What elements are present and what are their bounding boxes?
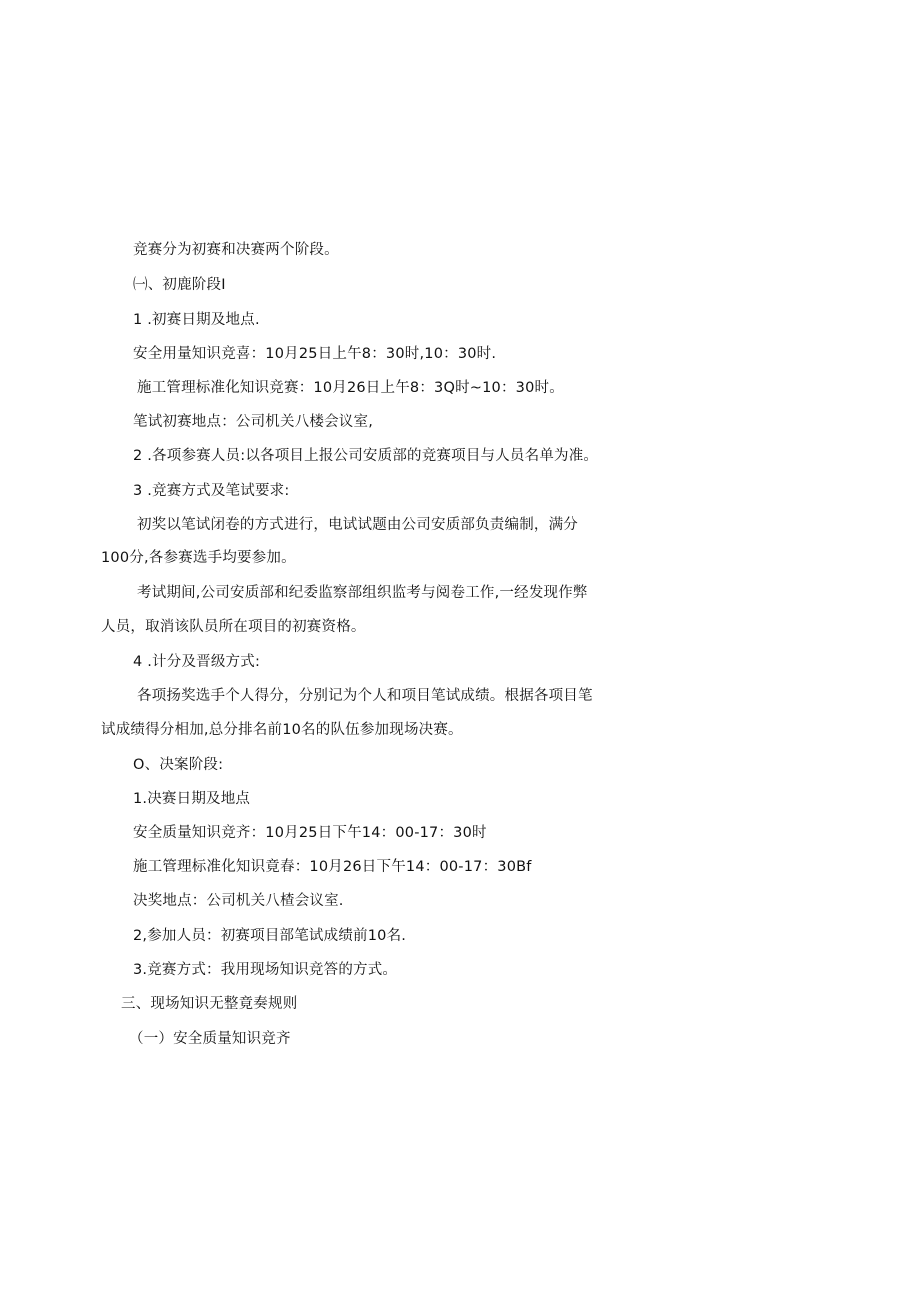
final-location: 决奖地点：公司机关八楂会议室. [133,893,344,909]
final-item-1-date-location: 1.决赛日期及地点 [133,791,251,807]
paragraph-scoring-line1: 各项扬奖选手个人得分，分别记为个人和项目笔试成绩。根据各项目笔 [137,688,593,704]
final-construction-mgmt-time: 施工管理标准化知识竟春：10月26日下午14：00-17：30Bf [133,859,532,875]
paragraph-scoring-line2: 试成绩得分相加,总分排名前10名的队伍参加现场决赛。 [101,722,463,738]
paragraph-exam-supervision-line2: 人员，取消该队员所在项目的初赛资格。 [101,619,366,635]
heading-final-stage: O、决案阶段: [133,757,224,773]
heading-preliminary-stage: ㈠、初鹿阶段I [133,277,226,293]
item-2-participants: 2 .各项参赛人员:以各项目上报公司安质部的竞赛项目与人员名单为准。 [133,448,599,464]
item-1-preliminary-date-location: 1 .初赛日期及地点. [133,312,260,328]
final-safety-quality-time: 安全质量知识竞齐：10月25日下午14：00-17：30时 [133,825,487,841]
final-item-2-participants: 2,参加人员：初赛项目部笔试成绩前10名. [133,928,407,944]
final-item-3-method: 3.竞赛方式：我用现场知识竞答的方式。 [133,962,398,978]
heading-section-3-onsite-rules: 三、现场知识无整竟奏规则 [121,996,298,1012]
paragraph-exam-format-line1: 初奖以笔试闭卷的方式进行，电试试题由公司安质部负责编制，满分 [137,517,578,533]
item-3-method-requirements: 3 .竞赛方式及笔试要求: [133,483,290,499]
preliminary-construction-mgmt-time: 施工管理标准化知识竞赛：10月26日上午8：3Q时~10：30时。 [137,380,564,396]
preliminary-written-location: 笔试初赛地点：公司机关八楼会议室, [133,414,374,430]
subheading-safety-quality-competition: （一）安全质量知识竞齐 [129,1031,291,1047]
item-4-scoring-advancement: 4 .计分及晋级方式: [133,654,261,670]
paragraph-competition-stages: 竞赛分为初赛和决赛两个阶段。 [133,242,339,258]
paragraph-exam-supervision-line1: 考试期间,公司安质部和纪委监察部组织监考与阅卷工作,一经发现作弊 [137,585,588,601]
preliminary-safety-quality-time: 安全用量知识竞喜：10月25日上午8：30时,10：30时. [133,346,497,362]
paragraph-exam-format-line2: 100分,各参赛选手均要参加。 [101,550,296,566]
